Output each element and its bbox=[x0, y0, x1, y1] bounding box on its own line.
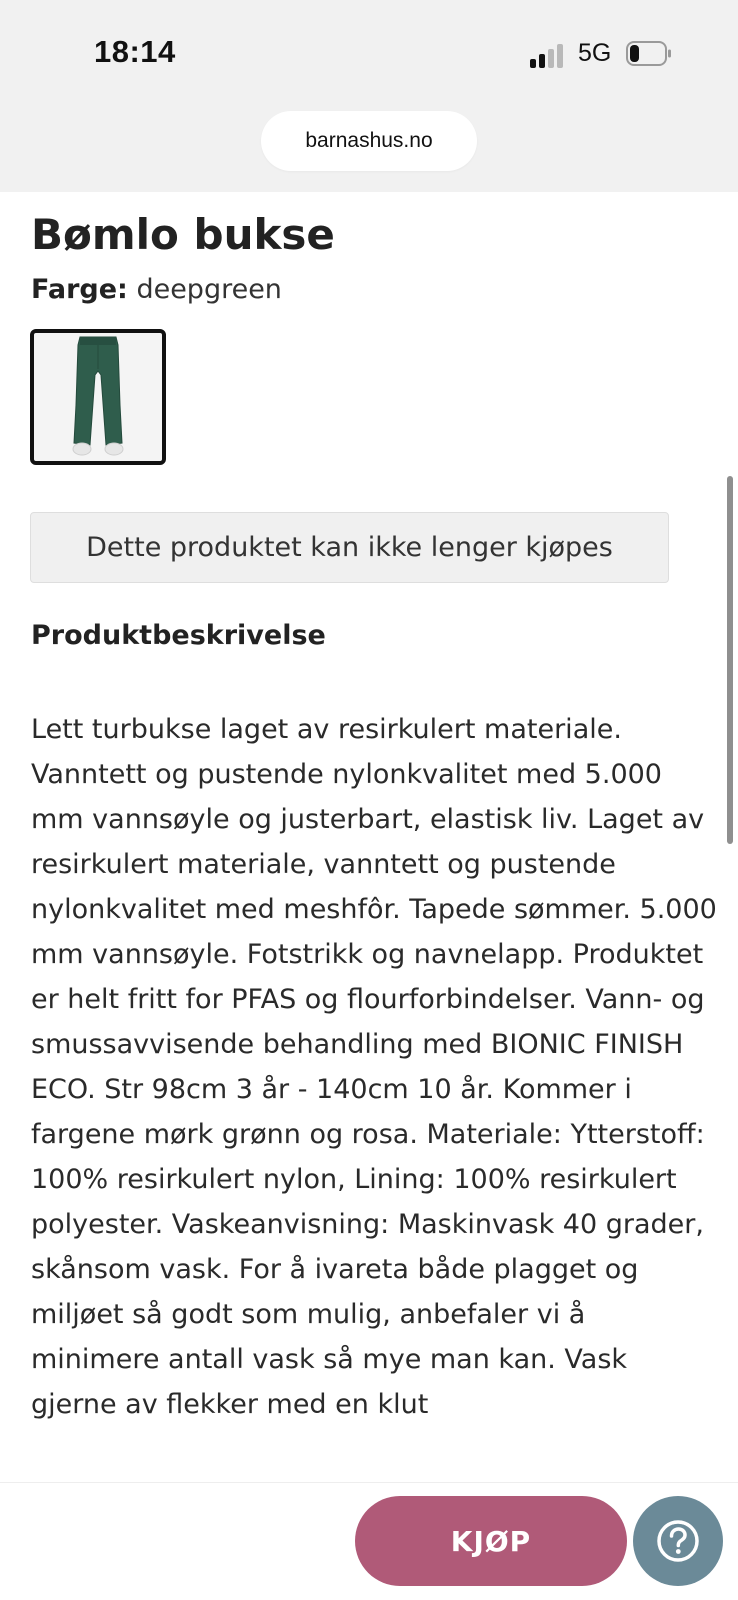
unavailable-text: Dette produktet kan ikke lenger kjøpes bbox=[86, 532, 613, 563]
status-bar bbox=[0, 0, 738, 192]
product-color bbox=[31, 274, 282, 305]
color-label: Farge: bbox=[31, 274, 128, 305]
product-title: Bømlo bukse bbox=[31, 210, 335, 259]
question-mark-icon bbox=[655, 1518, 701, 1564]
color-value: deepgreen bbox=[136, 274, 282, 305]
scrollbar[interactable] bbox=[727, 476, 733, 844]
address-bar[interactable] bbox=[261, 111, 477, 171]
color-swatch-deepgreen[interactable] bbox=[30, 329, 166, 465]
description-text: Lett turbukse laget av resirkulert materiale. Vanntett og pustende nylonkvalitet med 5.000 mm vannsøyle og justerbart, elastisk liv. Laget av resirkulert materiale, vanntett og pustende nylonkvalitet med meshfôr. Tapede sømmer. 5.000 mm vannsøyle. Fotstrikk og navnelapp. Produktet er helt fritt for PFAS og flourforbindelser. Vann- og smussavvisende behandling med BIONIC FINISH ECO. Str 98cm 3 år - 140cm 10 år. Kommer i fargene mørk grønn og rosa. Materiale: Ytterstoff: 100% resirkulert nylon, Lining: 100% resirkulert polyester. Vaskeanvisning: Maskinvask 40 grader, skånsom vask. For å ivareta både plagget og miljøet så godt som mulig, anbefaler vi å minimere antall vask så mye man kan. Vask gjerne av flekker med en klut bbox=[31, 714, 717, 1420]
address-bar-url: barnashus.no bbox=[305, 129, 433, 152]
status-time: 18:14 bbox=[94, 34, 176, 69]
unavailable-notice bbox=[30, 512, 669, 583]
cellular-signal-icon bbox=[530, 44, 566, 68]
help-button[interactable] bbox=[633, 1496, 723, 1586]
pants-thumbnail bbox=[68, 335, 128, 459]
network-type: 5G bbox=[578, 39, 612, 67]
bottom-action-bar bbox=[0, 1482, 738, 1600]
battery-icon bbox=[626, 41, 672, 66]
buy-button[interactable]: KJØP bbox=[355, 1496, 627, 1586]
page-content bbox=[0, 192, 738, 1482]
description-heading: Produktbeskrivelse bbox=[31, 620, 326, 651]
